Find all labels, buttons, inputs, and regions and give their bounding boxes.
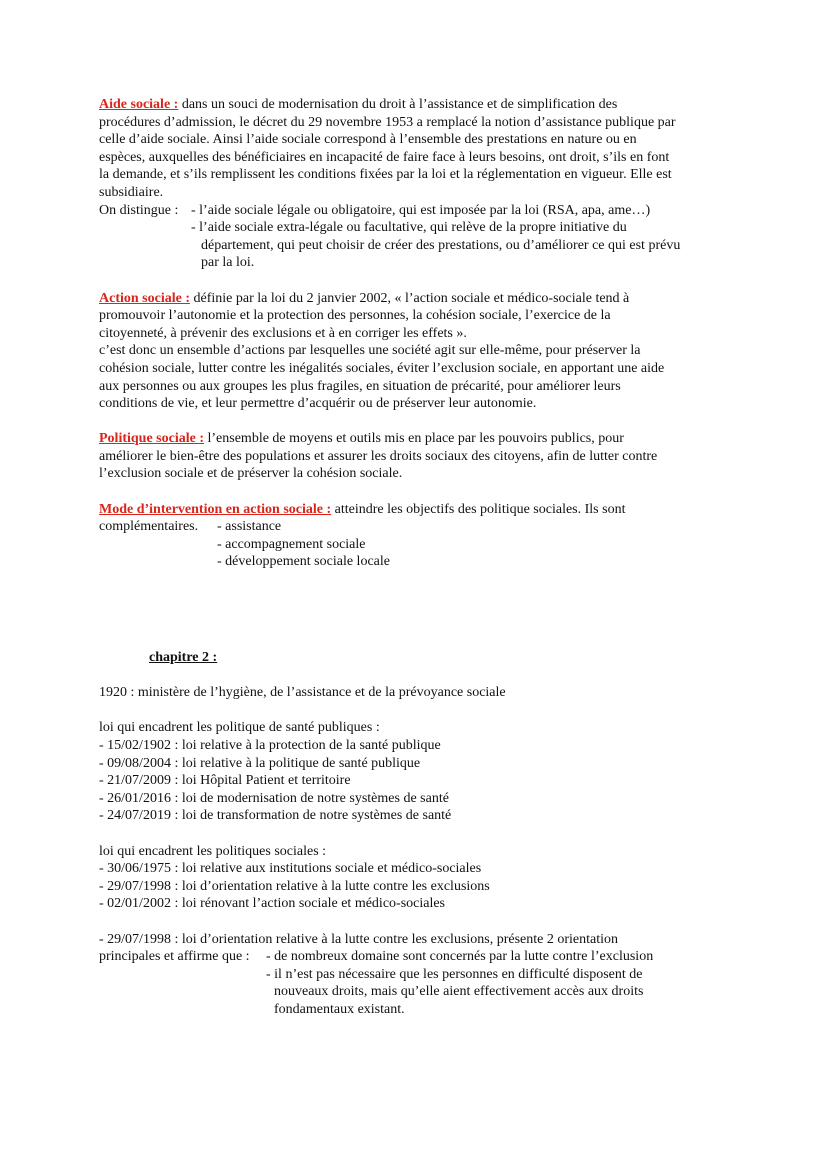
mode-intervention-line-1: Mode d’intervention en action sociale : atteindre les objectifs des politique sociales. Ils sont [99,501,626,517]
aide-sociale-line-1: Aide sociale : dans un souci de modernisation du droit à l’assistance et de simplification des [99,97,618,112]
orientation-row [99,948,729,966]
aide-sociale-line-4: espèces, auxquelles des bénéficiaires en incapacité de faire face à leurs besoins, ont droit, s’ils en font [99,149,670,165]
list-item: - 26/01/2016 : loi de modernisation de notre systèmes de santé [99,790,449,806]
list-item: - 29/07/1998 : loi d’orientation relative à la lutte contre les exclusions [99,878,490,894]
section-aide-sociale [99,96,729,272]
orientation-lead: principales et affirme que : [99,949,250,965]
document-page [99,96,729,1019]
ministere-line: 1920 : ministère de l’hygiène, de l’assistance et de la prévoyance sociale [99,685,506,701]
list-item: - il n’est pas nécessaire que les personnes en difficulté disposent de [266,966,643,982]
list-item: - 02/01/2002 : loi rénovant l’action sociale et médico-sociales [99,896,446,912]
list-item-continuation: nouveaux droits, mais qu’elle aient effectivement accès aux droits [274,984,644,1000]
section-action-sociale [99,290,729,413]
sante-intro: loi qui encadrent les politique de santé publiques : [99,720,380,736]
list-item: - 21/07/2009 : loi Hôpital Patient et territoire [99,773,351,789]
list-item: - accompagnement sociale [217,536,366,552]
section-mode-intervention [99,501,729,571]
section-politique-sociale [99,430,729,483]
chapter-heading: chapitre 2 : [149,650,218,666]
list-item: - développement sociale locale [217,554,390,570]
complementaires-lead: complémentaires. [99,519,199,535]
list-item: - 09/08/2004 : loi relative à la politique de santé publique [99,755,421,771]
list-item: - de nombreux domaine sont concernés par la lutte contre l’exclusion [266,949,654,965]
distinguish-lead: On distingue : [99,202,179,218]
list-item-continuation: fondamentaux existant. [274,1001,405,1017]
politique-sociale-line-3: l’exclusion sociale et de préserver la cohésion sociale. [99,466,403,482]
politique-sociale-line-1: Politique sociale : l’ensemble de moyens et outils mis en place par les pouvoirs publics, pour [99,431,624,447]
action-sociale-line-2: promouvoir l’autonomie et la protection des personnes, la cohésion sociale, l’exercice de la [99,308,611,324]
list-item-continuation: département, qui peut choisir de créer des prestations, ou d’améliorer ce qui est prévu [201,237,681,253]
sociales-intro: loi qui encadrent les politiques sociales : [99,843,327,859]
aide-sociale-line-2: procédures d’admission, le décret du 29 novembre 1953 a remplacé la notion d’assistance publique par [99,114,676,130]
action-sociale-line-3: citoyenneté, à prévenir des exclusions et à en corriger les effets ». [99,325,467,341]
action-sociale-line-1: Action sociale : définie par la loi du 2 janvier 2002, « l’action sociale et médico-sociale tend à [99,290,630,306]
mode-intervention-term: Mode d’intervention en action sociale : [99,501,332,517]
aide-sociale-term: Aide sociale : [99,97,179,112]
list-item: - l’aide sociale légale ou obligatoire, qui est imposée par la loi (RSA, apa, ame…) [191,202,651,218]
aide-sociale-distinguish-row [99,202,729,220]
action-sociale-line-6: aux personnes ou aux groupes les plus fragiles, en situation de précarité, pour améliorer leurs [99,378,621,394]
mode-intervention-row [99,518,729,536]
aide-sociale-line-5: la demande, et s’ils remplissent les conditions fixées par la loi et la réglementation en vigueur. Elle est [99,167,672,183]
action-sociale-term: Action sociale : [99,290,190,306]
section-chapitre-2 [99,649,729,1018]
list-item: - 30/06/1975 : loi relative aux institutions sociale et médico-sociales [99,861,482,877]
orientation-line-1: - 29/07/1998 : loi d’orientation relative à la lutte contre les exclusions, présente 2 orientation [99,931,619,947]
list-item-continuation: par la loi. [201,255,255,271]
action-sociale-line-4: c’est donc un ensemble d’actions par lesquelles une société agit sur elle-même, pour préserver la [99,343,641,359]
aide-sociale-line-3: celle d’aide sociale. Ainsi l’aide sociale correspond à l’ensemble des prestations en nature ou en [99,132,637,148]
action-sociale-line-5: cohésion sociale, lutter contre les inégalités sociales, éviter l’exclusion sociale, en apportant une aide [99,360,665,376]
politique-sociale-line-2: améliorer le bien-être des populations et assurer les droits sociaux des citoyens, afin de lutter contre [99,448,658,464]
list-item: - assistance [217,519,282,535]
aide-sociale-item-2 [99,219,729,272]
politique-sociale-term: Politique sociale : [99,431,204,447]
list-item: - 15/02/1902 : loi relative à la protection de la santé publique [99,738,441,753]
list-item: - 24/07/2019 : loi de transformation de notre systèmes de santé [99,808,452,824]
aide-sociale-line-6: subsidiaire. [99,184,164,200]
list-item: - l’aide sociale extra-légale ou facultative, qui relève de la propre initiative du [191,220,627,236]
orientation-item-2 [99,966,729,1019]
action-sociale-line-7: conditions de vie, et leur permettre d’acquérir ou de préserver leur autonomie. [99,396,537,412]
